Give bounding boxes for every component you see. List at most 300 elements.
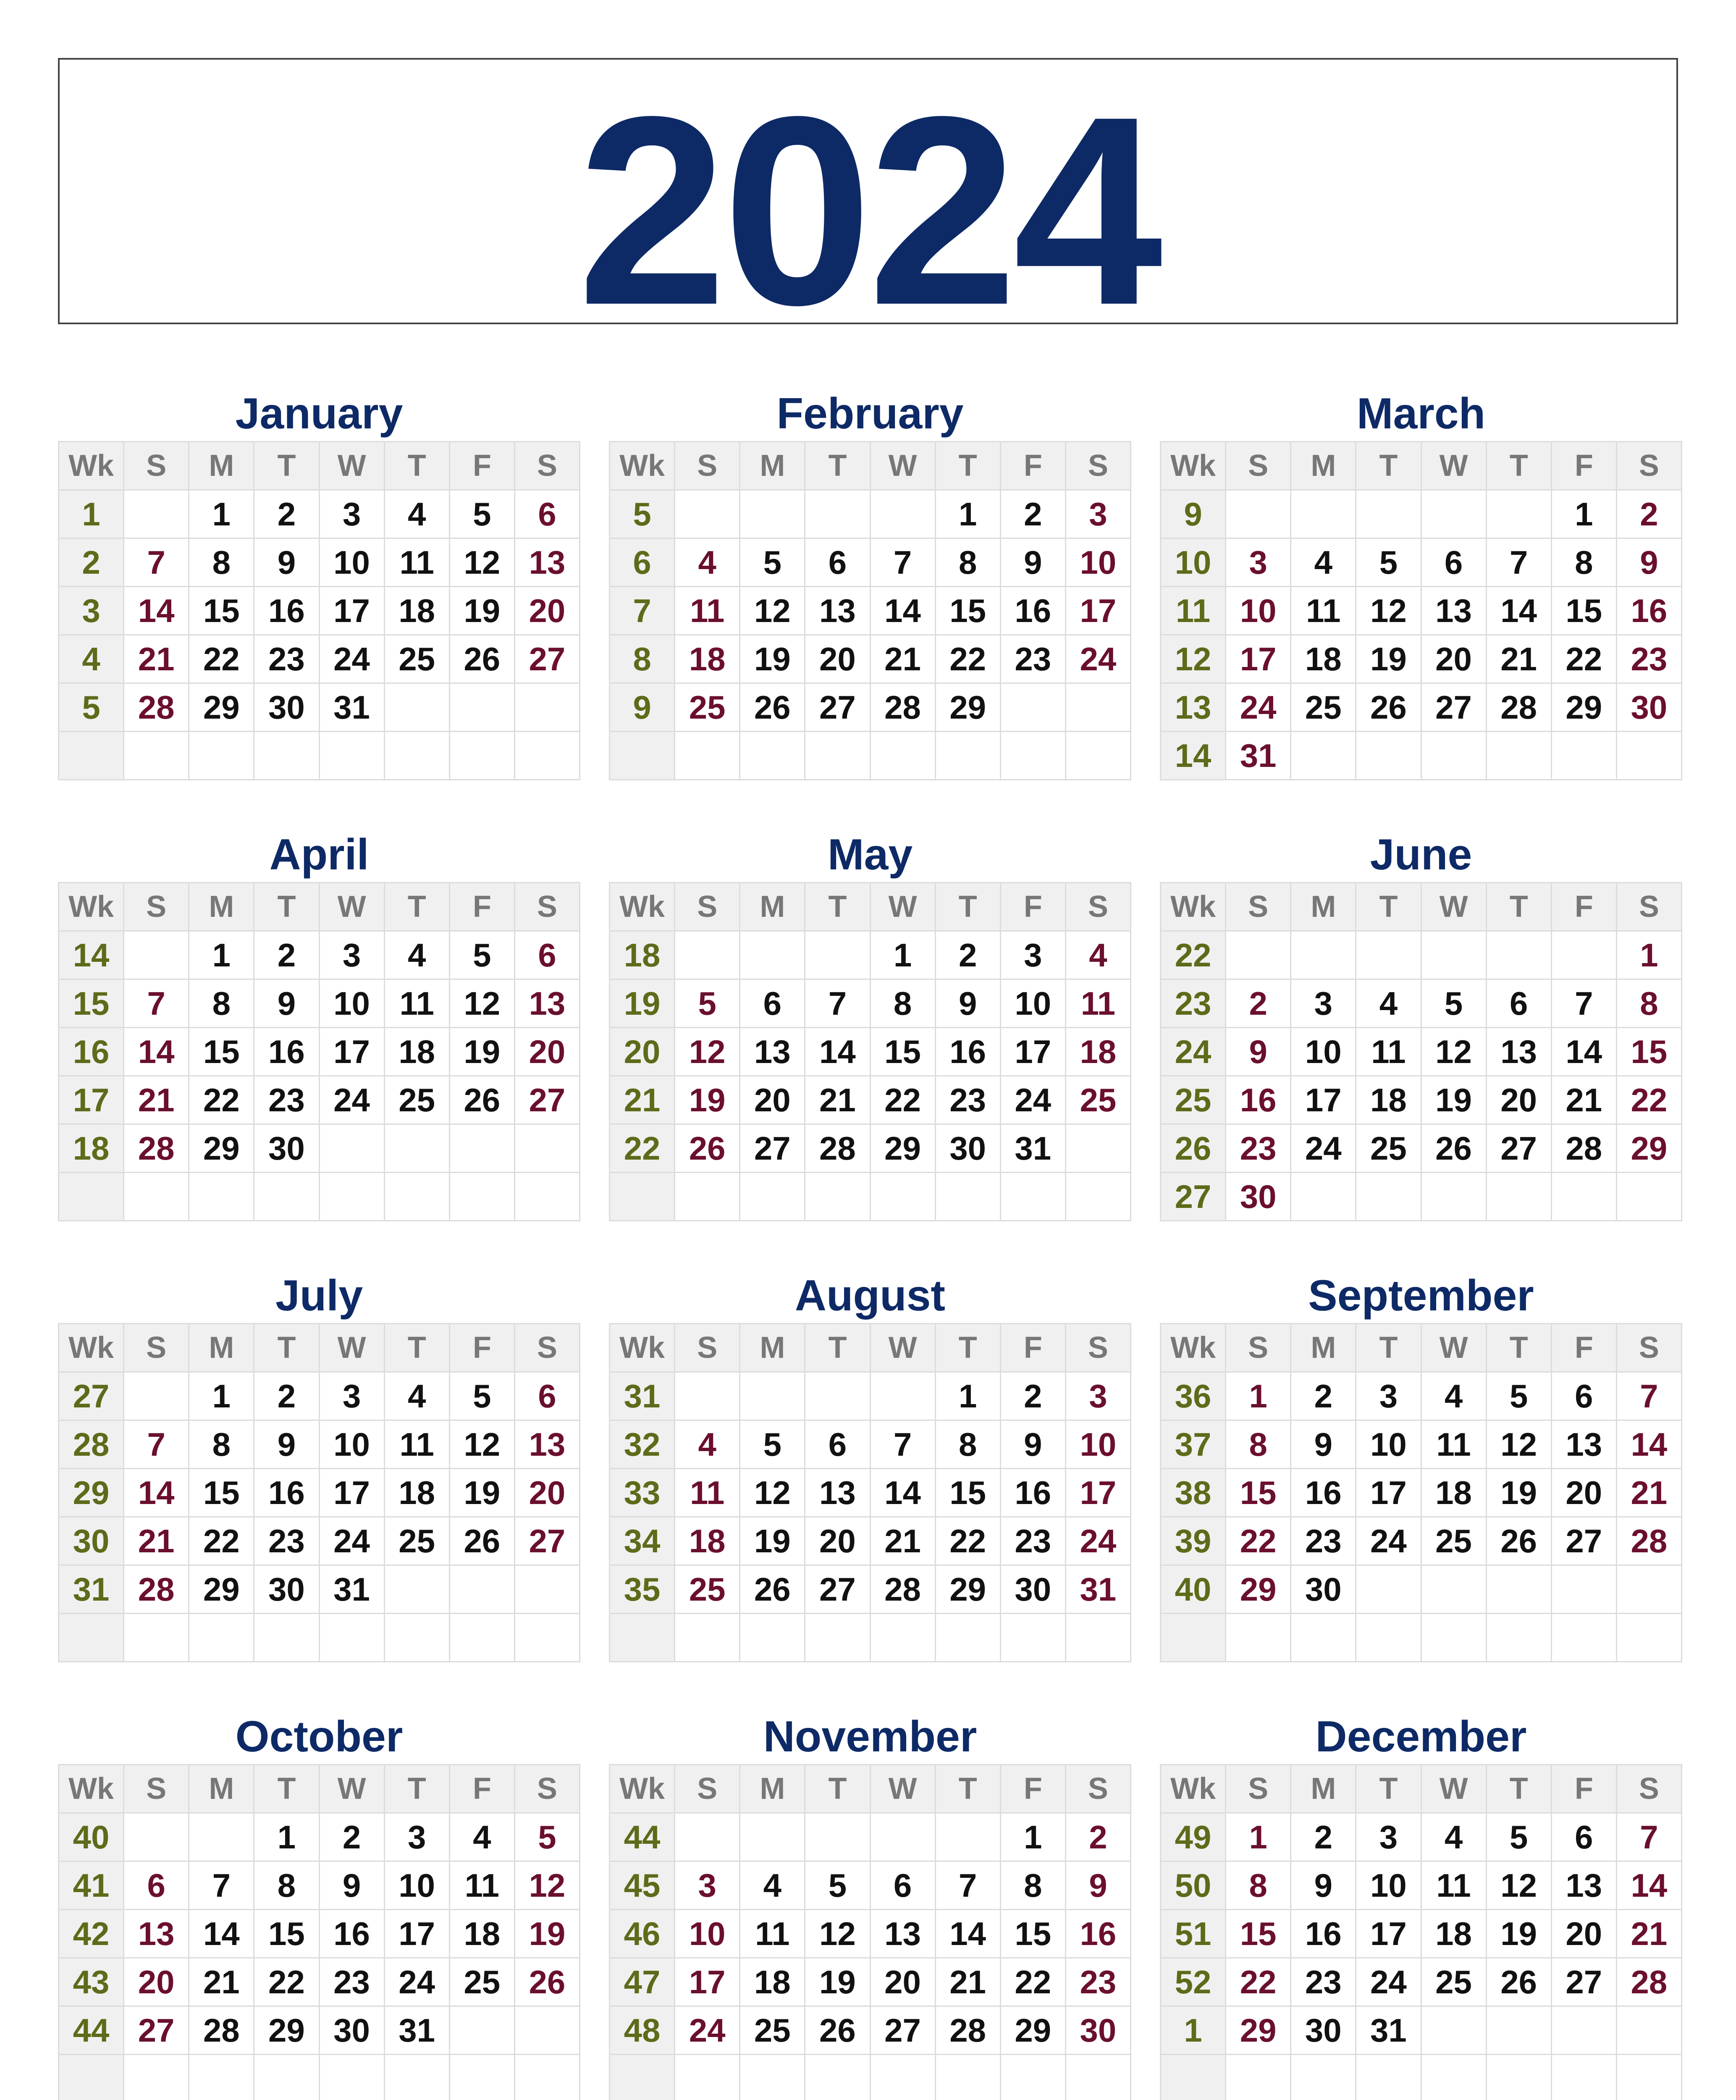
weekday-header: S <box>675 442 740 490</box>
day-cell: 8 <box>1616 979 1681 1028</box>
day-cell: 6 <box>805 1420 870 1469</box>
month-table <box>1160 441 1682 780</box>
day-cell: 24 <box>384 1958 449 2006</box>
day-cell: 29 <box>1551 683 1616 732</box>
day-cell: 1 <box>935 1372 1000 1420</box>
weekday-header: S <box>675 1324 740 1372</box>
week-row <box>1161 587 1682 635</box>
day-cell <box>254 732 319 780</box>
day-cell: 8 <box>1000 1861 1065 1910</box>
week-number: 35 <box>610 1565 675 1614</box>
day-cell: 6 <box>870 1861 935 1910</box>
day-cell: 4 <box>675 538 740 587</box>
week-row <box>1161 1958 1682 2006</box>
day-cell <box>935 1614 1000 1662</box>
day-cell <box>384 2055 449 2100</box>
day-cell: 20 <box>514 587 580 635</box>
day-cell <box>449 683 514 732</box>
week-number <box>59 1614 124 1662</box>
day-cell: 15 <box>254 1910 319 1958</box>
day-cell <box>1065 683 1130 732</box>
day-cell: 15 <box>870 1028 935 1076</box>
day-cell <box>1291 931 1356 979</box>
day-cell: 4 <box>449 1813 514 1861</box>
week-row <box>59 635 580 683</box>
weekday-header: F <box>1551 1765 1616 1813</box>
month-name: September <box>1308 1271 1534 1320</box>
day-cell: 21 <box>1616 1469 1681 1517</box>
day-cell: 16 <box>1065 1910 1130 1958</box>
day-cell: 7 <box>189 1861 254 1910</box>
day-cell <box>805 1614 870 1662</box>
day-cell: 23 <box>254 1517 319 1565</box>
weekday-header: W <box>1421 1765 1486 1813</box>
week-row <box>59 931 580 979</box>
week-row <box>1161 1372 1682 1420</box>
day-cell <box>1486 2006 1551 2055</box>
day-cell: 3 <box>1000 931 1065 979</box>
day-cell <box>514 732 580 780</box>
day-cell: 8 <box>189 538 254 587</box>
day-cell: 14 <box>1551 1028 1616 1076</box>
week-row <box>1161 1420 1682 1469</box>
weekday-header: W <box>319 442 384 490</box>
week-row <box>59 1910 580 1958</box>
day-cell: 23 <box>1000 1517 1065 1565</box>
month-april <box>58 827 580 1221</box>
week-row <box>610 1861 1131 1910</box>
day-cell: 24 <box>1291 1124 1356 1173</box>
day-cell <box>319 732 384 780</box>
day-cell: 3 <box>1065 490 1130 538</box>
day-cell: 30 <box>319 2006 384 2055</box>
weekday-header: T <box>1356 883 1421 931</box>
weekday-header: S <box>514 442 580 490</box>
day-cell: 24 <box>1065 635 1130 683</box>
day-cell: 13 <box>124 1910 189 1958</box>
week-number: 27 <box>1161 1173 1226 1221</box>
day-cell <box>1486 2055 1551 2100</box>
day-cell: 30 <box>1000 1565 1065 1614</box>
day-cell <box>805 732 870 780</box>
day-cell <box>1356 490 1421 538</box>
day-cell: 23 <box>1291 1958 1356 2006</box>
week-row <box>610 979 1131 1028</box>
week-row <box>59 1124 580 1173</box>
day-cell: 19 <box>1486 1469 1551 1517</box>
day-cell: 11 <box>384 1420 449 1469</box>
day-cell: 9 <box>254 1420 319 1469</box>
week-row <box>1161 1861 1682 1910</box>
day-cell <box>1065 1124 1130 1173</box>
day-cell: 10 <box>1065 1420 1130 1469</box>
week-number: 50 <box>1161 1861 1226 1910</box>
week-header: Wk <box>610 883 675 931</box>
day-cell: 8 <box>935 538 1000 587</box>
day-cell <box>189 2055 254 2100</box>
week-row <box>1161 1565 1682 1614</box>
day-cell <box>1616 2006 1681 2055</box>
month-january <box>58 386 580 780</box>
week-row <box>610 931 1131 979</box>
day-cell <box>1551 1614 1616 1662</box>
day-cell: 25 <box>449 1958 514 2006</box>
day-cell: 13 <box>514 1420 580 1469</box>
day-cell: 10 <box>319 1420 384 1469</box>
month-name: June <box>1370 830 1472 879</box>
day-cell <box>805 490 870 538</box>
weekday-header: S <box>514 883 580 931</box>
weekday-header: S <box>1226 1765 1291 1813</box>
day-cell: 4 <box>1291 538 1356 587</box>
day-cell: 12 <box>514 1861 580 1910</box>
day-cell: 26 <box>805 2006 870 2055</box>
day-cell: 13 <box>514 538 580 587</box>
month-july <box>58 1268 580 1662</box>
weekday-header: S <box>675 1765 740 1813</box>
day-cell <box>1356 2055 1421 2100</box>
weekday-header: S <box>1226 442 1291 490</box>
week-number: 40 <box>59 1813 124 1861</box>
day-cell: 25 <box>1356 1124 1421 1173</box>
day-cell <box>1486 1565 1551 1614</box>
day-cell: 27 <box>805 1565 870 1614</box>
day-cell <box>1551 1565 1616 1614</box>
weekday-header: M <box>189 442 254 490</box>
day-cell: 9 <box>1291 1861 1356 1910</box>
day-cell: 5 <box>1421 979 1486 1028</box>
day-cell: 17 <box>1065 1469 1130 1517</box>
month-name: April <box>269 830 369 879</box>
month-august <box>609 1268 1131 1662</box>
week-row <box>1161 635 1682 683</box>
week-number: 9 <box>1161 490 1226 538</box>
day-cell <box>1356 931 1421 979</box>
day-cell: 2 <box>319 1813 384 1861</box>
day-cell: 26 <box>1486 1517 1551 1565</box>
day-cell: 19 <box>449 1028 514 1076</box>
month-table <box>1160 1764 1682 2100</box>
day-cell: 3 <box>675 1861 740 1910</box>
weekday-header: M <box>1291 1324 1356 1372</box>
week-row <box>1161 1076 1682 1124</box>
weekday-header: T <box>1486 1324 1551 1372</box>
day-cell <box>449 2006 514 2055</box>
day-cell: 30 <box>254 1565 319 1614</box>
day-cell: 14 <box>124 1469 189 1517</box>
week-number: 29 <box>59 1469 124 1517</box>
day-cell: 6 <box>1551 1813 1616 1861</box>
day-cell: 20 <box>1486 1076 1551 1124</box>
weekday-header: S <box>1065 1765 1130 1813</box>
day-cell <box>805 2055 870 2100</box>
weekday-header: M <box>189 1324 254 1372</box>
day-cell <box>675 1813 740 1861</box>
day-cell: 11 <box>1291 587 1356 635</box>
day-cell <box>124 1614 189 1662</box>
day-cell: 9 <box>1000 538 1065 587</box>
day-cell <box>740 1614 805 1662</box>
day-cell: 20 <box>805 1517 870 1565</box>
day-cell: 30 <box>1291 1565 1356 1614</box>
week-number: 37 <box>1161 1420 1226 1469</box>
week-row <box>610 635 1131 683</box>
day-cell: 30 <box>1291 2006 1356 2055</box>
day-cell: 2 <box>1226 979 1291 1028</box>
week-row <box>59 1565 580 1614</box>
day-cell: 9 <box>1616 538 1681 587</box>
day-cell: 4 <box>1421 1372 1486 1420</box>
day-cell: 29 <box>254 2006 319 2055</box>
day-cell: 20 <box>1551 1910 1616 1958</box>
day-cell: 2 <box>254 1372 319 1420</box>
day-cell: 16 <box>1000 1469 1065 1517</box>
day-cell: 17 <box>1000 1028 1065 1076</box>
weekday-header: W <box>1421 442 1486 490</box>
day-cell: 21 <box>124 1517 189 1565</box>
week-number: 33 <box>610 1469 675 1517</box>
weekday-header: T <box>384 1324 449 1372</box>
day-cell: 15 <box>189 1469 254 1517</box>
day-cell <box>1616 2055 1681 2100</box>
week-row <box>1161 732 1682 780</box>
day-cell: 22 <box>1226 1517 1291 1565</box>
day-cell: 23 <box>1291 1517 1356 1565</box>
weekday-header-row <box>1161 1324 1682 1372</box>
day-cell <box>740 732 805 780</box>
day-cell <box>870 1173 935 1221</box>
day-cell <box>124 1813 189 1861</box>
week-number: 2 <box>59 538 124 587</box>
day-cell: 10 <box>1065 538 1130 587</box>
weekday-header: S <box>514 1324 580 1372</box>
day-cell: 15 <box>1226 1469 1291 1517</box>
day-cell <box>449 732 514 780</box>
day-cell <box>740 1813 805 1861</box>
day-cell <box>870 1614 935 1662</box>
day-cell: 12 <box>740 587 805 635</box>
day-cell <box>1291 2055 1356 2100</box>
day-cell: 25 <box>384 1076 449 1124</box>
week-number: 14 <box>1161 732 1226 780</box>
day-cell: 7 <box>124 538 189 587</box>
day-cell: 13 <box>805 1469 870 1517</box>
week-row <box>610 1565 1131 1614</box>
weekday-header: F <box>1000 1765 1065 1813</box>
day-cell: 5 <box>740 1420 805 1469</box>
week-row <box>59 1614 580 1662</box>
day-cell: 3 <box>384 1813 449 1861</box>
week-row <box>610 1124 1131 1173</box>
day-cell <box>319 1173 384 1221</box>
day-cell: 22 <box>1000 1958 1065 2006</box>
weekday-header: F <box>449 1765 514 1813</box>
day-cell: 2 <box>1291 1372 1356 1420</box>
day-cell: 21 <box>189 1958 254 2006</box>
day-cell: 20 <box>740 1076 805 1124</box>
day-cell <box>1000 2055 1065 2100</box>
day-cell: 2 <box>254 931 319 979</box>
day-cell: 16 <box>319 1910 384 1958</box>
weekday-header: T <box>1356 1765 1421 1813</box>
day-cell: 12 <box>805 1910 870 1958</box>
week-row <box>1161 538 1682 587</box>
week-number: 31 <box>59 1565 124 1614</box>
month-november <box>609 1709 1131 2100</box>
day-cell <box>675 1372 740 1420</box>
day-cell: 15 <box>1000 1910 1065 1958</box>
weekday-header: S <box>124 1324 189 1372</box>
day-cell: 28 <box>870 683 935 732</box>
day-cell: 23 <box>319 1958 384 2006</box>
day-cell <box>1000 683 1065 732</box>
day-cell: 29 <box>1616 1124 1681 1173</box>
day-cell <box>1065 1614 1130 1662</box>
day-cell: 1 <box>189 931 254 979</box>
day-cell: 24 <box>675 2006 740 2055</box>
day-cell: 12 <box>740 1469 805 1517</box>
day-cell <box>675 1614 740 1662</box>
day-cell: 22 <box>1551 635 1616 683</box>
week-row <box>1161 1614 1682 1662</box>
day-cell: 18 <box>384 1469 449 1517</box>
day-cell <box>675 1173 740 1221</box>
day-cell: 6 <box>514 1372 580 1420</box>
day-cell: 12 <box>449 538 514 587</box>
week-number: 24 <box>1161 1028 1226 1076</box>
day-cell <box>1486 1614 1551 1662</box>
day-cell <box>1000 1614 1065 1662</box>
week-row <box>1161 1910 1682 1958</box>
day-cell <box>740 2055 805 2100</box>
day-cell: 20 <box>124 1958 189 2006</box>
day-cell: 31 <box>319 683 384 732</box>
day-cell: 20 <box>514 1028 580 1076</box>
day-cell: 13 <box>805 587 870 635</box>
day-cell: 23 <box>1616 635 1681 683</box>
day-cell <box>1616 1614 1681 1662</box>
week-row <box>610 1028 1131 1076</box>
day-cell: 2 <box>1000 1372 1065 1420</box>
day-cell: 5 <box>449 931 514 979</box>
month-september <box>1160 1268 1682 1662</box>
day-cell <box>1551 2055 1616 2100</box>
weekday-header: S <box>124 1765 189 1813</box>
day-cell <box>1291 1614 1356 1662</box>
day-cell: 28 <box>805 1124 870 1173</box>
day-cell: 25 <box>1421 1517 1486 1565</box>
day-cell: 28 <box>1616 1958 1681 2006</box>
day-cell <box>1616 732 1681 780</box>
weekday-header: M <box>740 1324 805 1372</box>
week-number <box>610 2055 675 2100</box>
day-cell: 4 <box>675 1420 740 1469</box>
day-cell: 26 <box>449 1076 514 1124</box>
day-cell: 28 <box>1486 683 1551 732</box>
day-cell: 22 <box>189 1076 254 1124</box>
week-number <box>59 2055 124 2100</box>
day-cell: 21 <box>1551 1076 1616 1124</box>
day-cell: 10 <box>384 1861 449 1910</box>
weekday-header-row <box>610 1765 1131 1813</box>
day-cell: 11 <box>1421 1420 1486 1469</box>
day-cell: 15 <box>1226 1910 1291 1958</box>
day-cell <box>1000 1173 1065 1221</box>
weekday-header: T <box>254 1765 319 1813</box>
day-cell: 29 <box>189 1565 254 1614</box>
week-row <box>610 1813 1131 1861</box>
day-cell: 11 <box>675 587 740 635</box>
day-cell: 7 <box>1551 979 1616 1028</box>
day-cell: 8 <box>189 979 254 1028</box>
week-number: 52 <box>1161 1958 1226 2006</box>
day-cell: 5 <box>449 1372 514 1420</box>
week-row <box>610 2006 1131 2055</box>
day-cell <box>1486 732 1551 780</box>
day-cell: 18 <box>675 635 740 683</box>
day-cell <box>1065 1173 1130 1221</box>
day-cell <box>124 931 189 979</box>
day-cell <box>189 1173 254 1221</box>
day-cell: 25 <box>1291 683 1356 732</box>
day-cell <box>870 732 935 780</box>
week-row <box>610 587 1131 635</box>
day-cell: 22 <box>935 635 1000 683</box>
day-cell <box>189 1614 254 1662</box>
week-row <box>59 732 580 780</box>
weekday-header: S <box>1226 1324 1291 1372</box>
weekday-header-row <box>610 883 1131 931</box>
day-cell: 5 <box>449 490 514 538</box>
week-row <box>59 2055 580 2100</box>
weekday-header: W <box>319 883 384 931</box>
day-cell: 29 <box>1226 2006 1291 2055</box>
day-cell: 20 <box>870 1958 935 2006</box>
day-cell: 17 <box>319 1028 384 1076</box>
day-cell: 16 <box>1000 587 1065 635</box>
day-cell: 25 <box>1065 1076 1130 1124</box>
weekday-header: F <box>1551 1324 1616 1372</box>
week-number: 6 <box>610 538 675 587</box>
day-cell: 22 <box>254 1958 319 2006</box>
day-cell: 28 <box>1551 1124 1616 1173</box>
weekday-header: S <box>124 442 189 490</box>
week-header: Wk <box>59 442 124 490</box>
header-box <box>58 58 1678 361</box>
week-row <box>1161 1028 1682 1076</box>
day-cell: 19 <box>1421 1076 1486 1124</box>
day-cell: 24 <box>1000 1076 1065 1124</box>
day-cell <box>514 2055 580 2100</box>
day-cell: 26 <box>514 1958 580 2006</box>
weekday-header: M <box>740 883 805 931</box>
week-row <box>610 538 1131 587</box>
weekday-header: W <box>1421 1324 1486 1372</box>
week-number: 38 <box>1161 1469 1226 1517</box>
day-cell: 28 <box>124 683 189 732</box>
day-cell: 9 <box>254 979 319 1028</box>
day-cell: 21 <box>935 1958 1000 2006</box>
day-cell <box>1616 1565 1681 1614</box>
day-cell <box>675 732 740 780</box>
day-cell <box>1421 1614 1486 1662</box>
day-cell: 13 <box>514 979 580 1028</box>
day-cell: 9 <box>1291 1420 1356 1469</box>
week-number: 25 <box>1161 1076 1226 1124</box>
week-row <box>59 1372 580 1420</box>
day-cell <box>675 2055 740 2100</box>
week-number: 40 <box>1161 1565 1226 1614</box>
